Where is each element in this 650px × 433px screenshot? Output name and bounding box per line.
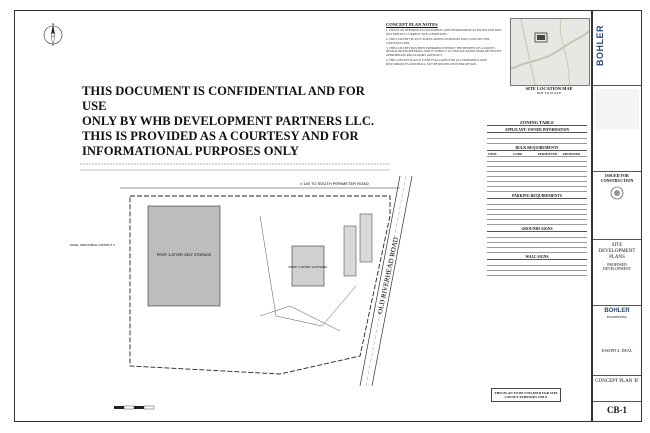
note-item: 2. THIS CONCEPT PLAN IS FOR PLANNING PURPOSES ONLY AND NOT FOR CONSTRUCTION. [386,37,490,45]
bulk-title: BULK REQUIREMENTS [487,146,587,151]
zone-label: ZONE: INDUSTRIAL DISTRICT 1 [70,243,115,247]
concept-plan-notes [386,22,504,68]
table-row [487,220,587,225]
svg-text:N: N [51,22,55,26]
col-proposed: PROPOSED [563,152,581,156]
graphic-scale [112,402,162,416]
zoning-table-title: ZONING TABLE [487,120,587,126]
col-permitted: PERMITTED [538,152,558,156]
note-item: 1. THIS PLAN REFERENCES DOCUMENTS AND INFORMATION AS NOTED AND MAY NOT REFLECT CURRENT SITE CONDITIONS. [386,28,502,36]
map-scale: NOT TO SCALE [536,91,562,95]
firm-subtitle: ENGINEERING [606,315,628,319]
table-row [487,187,587,192]
sheet-title: CONCEPT PLAN 'B' [595,379,639,384]
col-item: ITEM [488,152,497,156]
issued-label: ISSUED FOR CONSTRUCTION [600,173,634,183]
zoning-tables [487,118,587,371]
confidentiality-disclaimer [82,84,382,159]
firm-name: BOHLER [604,308,630,314]
sheet-number: CB-1 [607,405,627,415]
grounds-title: GROUNDS SIGNS [487,227,587,232]
parking-title: PARKING REQUIREMENTS [487,194,587,199]
notes-title: CONCEPT PLAN NOTES [386,22,438,27]
clothing-building-label: PROP. 1-STORY CLOTHING [288,265,328,269]
table-row [487,271,587,276]
table-row [487,248,587,253]
revisions-block [595,89,639,129]
disclaimer-line-4: INFORMATIONAL PURPOSES ONLY [82,144,299,158]
perimeter-road-label: ± 140 TO SOUTH PERIMETER ROAD [300,181,369,186]
note-item: 4. THE CONCEPT PLAN IS TO BE EVALUATED FOR ALL PROPOSED LAND DISTURBANCES AND SHALL NOT BE RELIED UPON FOR DESIGN. [386,58,487,66]
map-graphic [511,19,589,85]
applicant-title: APPLICANT/ OWNER INFORMATION [487,128,587,133]
layout-purpose-note: THIS PLAN TO BE UTILIZED FOR SITE LAYOUT PURPOSES ONLY [491,388,561,402]
col-code: CODE [513,152,523,156]
site-plan [60,156,480,386]
engineer-name: JOSEPH A. DEAL [601,348,633,353]
disclaimer-line-1: THIS DOCUMENT IS CONFIDENTIAL AND FOR USE [82,84,365,113]
location-map-title [510,86,588,95]
disclaimer-line-2: ONLY BY WHB DEVELOPMENT PARTNERS LLC. [82,114,375,128]
seal-icon [595,186,639,202]
firm-name-vertical: BOHLER [595,25,605,67]
road-label: OLD RIVERHEAD ROAD [376,236,401,315]
proposed-development: PROPOSED DEVELOPMENT [602,263,632,272]
north-arrow-icon [40,22,66,48]
disclaimer-line-3: THIS IS PROVIDED AS A COURTESY AND FOR [82,129,359,143]
wall-title: WALL SIGNS [487,255,587,260]
map-title: SITE LOCATION MAP [525,86,573,91]
note-item: 3. THIS CONCEPT HAS BEEN PREPARED WITHOUT THE BENEFIT OF A SURVEY, DESIGN OR ENGINEERING AND IS SUBJECT TO CHANGE BASED UPON REVIEW BY APPROPRIATE REGULATORY AGENCIES. [386,45,502,57]
site-plans-title: SITE DEVELOPMENT PLANS [598,243,636,260]
table-row [487,139,587,144]
site-location-map [510,18,590,86]
title-block [592,10,642,422]
storage-building-label: PROP. 3-STORY SELF STORAGE [156,253,212,257]
